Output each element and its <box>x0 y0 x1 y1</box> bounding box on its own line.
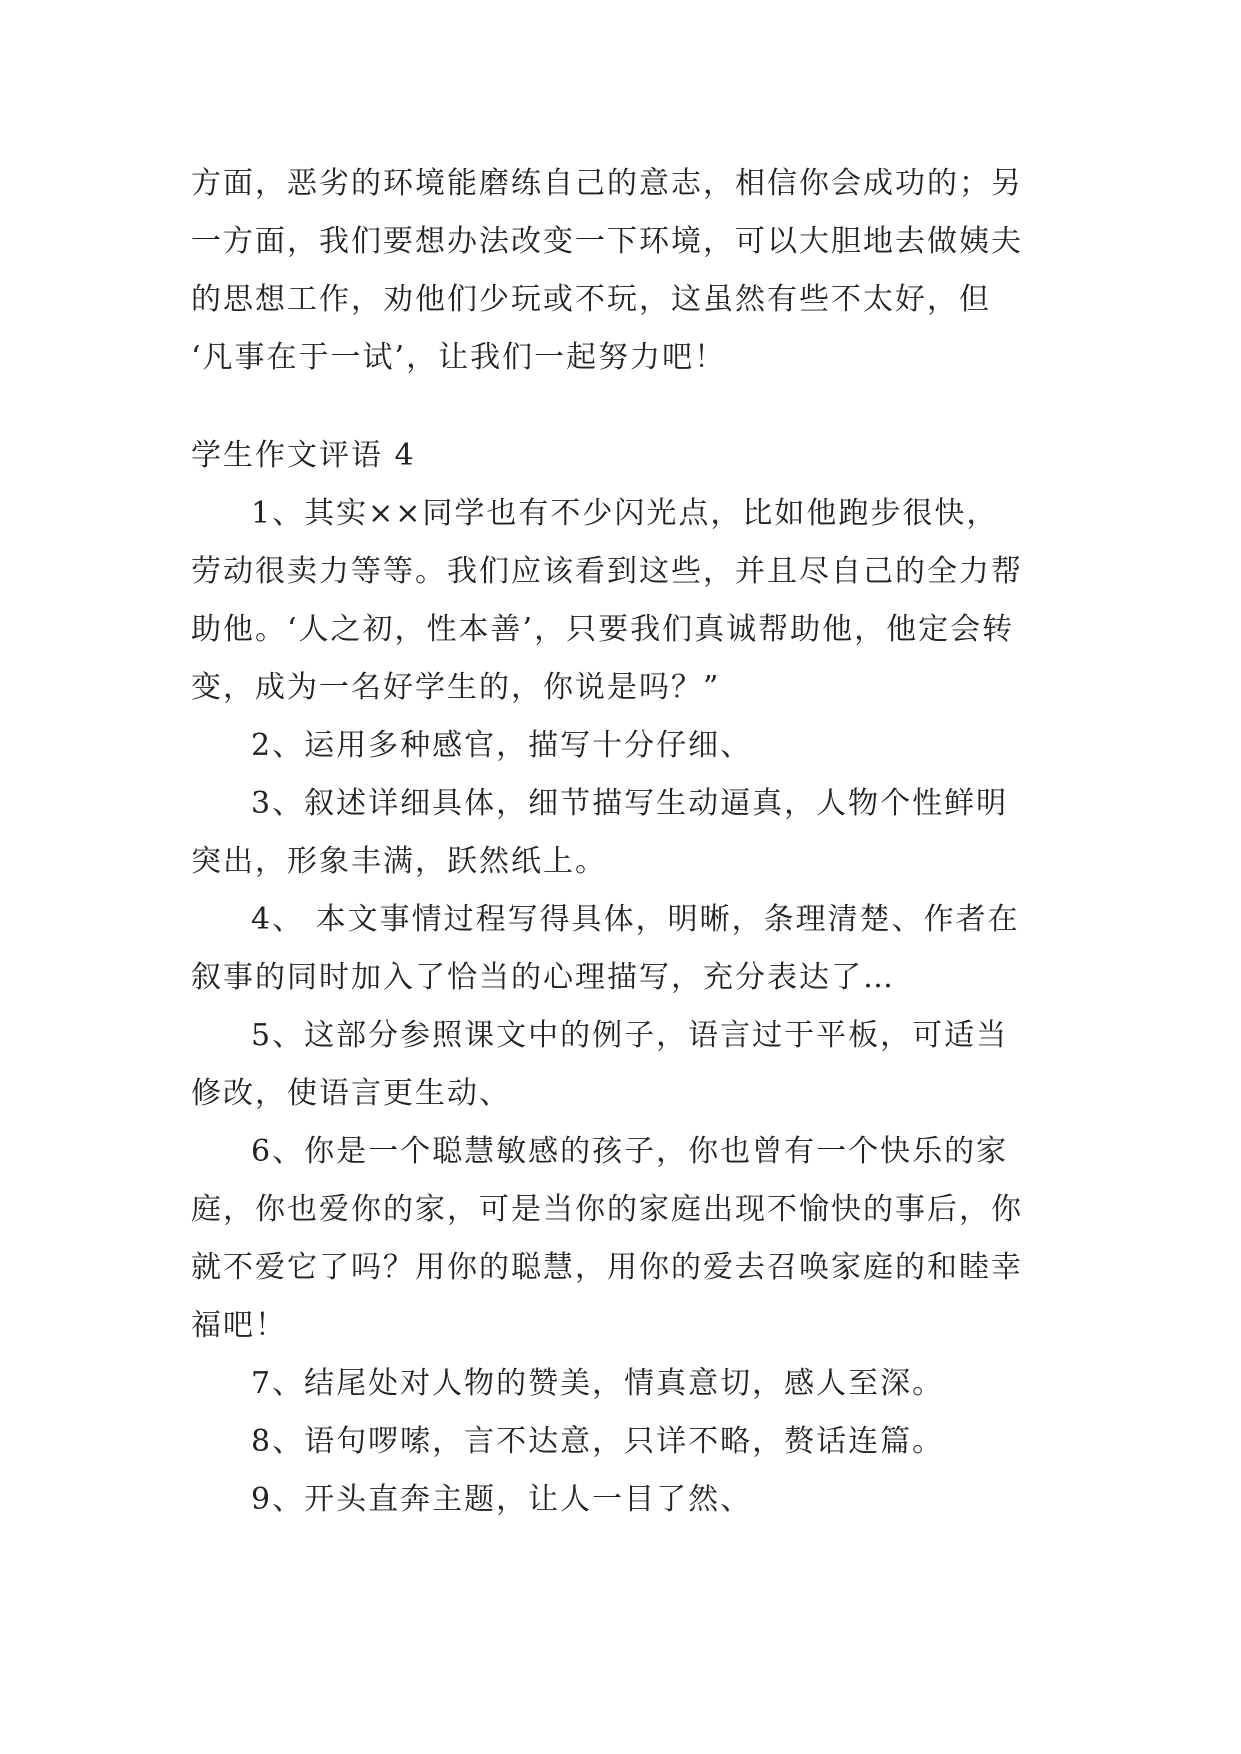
paragraph-line: 9、开头直奔主题，让人一目了然、 <box>251 1482 753 1517</box>
paragraph-line: 一方面，我们要想办法改变一下环境，可以大胆地去做姨夫 <box>191 224 1023 259</box>
paragraph-line: 4、 本文事情过程写得具体，明晰，条理清楚、作者在 <box>251 902 1020 937</box>
paragraph-line: ‘凡事在于一试’，让我们一起努力吧！ <box>191 340 727 375</box>
paragraph-line: 7、结尾处对人物的赞美，情真意切，感人至深。 <box>251 1366 945 1401</box>
paragraph-line: 修改，使语言更生动、 <box>191 1076 511 1111</box>
paragraph-line: 庭，你也爱你的家，可是当你的家庭出现不愉快的事后，你 <box>191 1192 1023 1227</box>
paragraph-line: 5、这部分参照课文中的例子，语言过于平板，可适当 <box>251 1018 1009 1053</box>
paragraph-line: 1、其实××同学也有不少闪光点，比如他跑步很快， <box>251 496 999 531</box>
paragraph-line: 助他。‘人之初，性本善’，只要我们真诚帮助他，他定会转 <box>191 612 1015 647</box>
paragraph-line: 劳动很卖力等等。我们应该看到这些，并且尽自己的全力帮 <box>191 554 1023 589</box>
comment-item-4 <box>191 891 1051 1007</box>
section-heading: 学生作文评语 4 <box>191 438 416 473</box>
comment-item-9 <box>191 1471 1051 1529</box>
paragraph-line: 3、叙述详细具体，细节描写生动逼真，人物个性鲜明 <box>251 786 1009 821</box>
paragraph-line: 突出，形象丰满，跃然纸上。 <box>191 844 607 879</box>
paragraph-line: 福吧！ <box>191 1308 287 1343</box>
paragraph-line: 8、语句啰嗦，言不达意，只详不略，赘话连篇。 <box>251 1424 945 1459</box>
paragraph-line: 6、你是一个聪慧敏感的孩子，你也曾有一个快乐的家 <box>251 1134 1009 1169</box>
document-page <box>191 155 1051 1529</box>
paragraph-line: 变，成为一名好学生的，你说是吗？” <box>191 670 721 705</box>
comment-item-7 <box>191 1355 1051 1413</box>
paragraph-line: 2、运用多种感官，描写十分仔细、 <box>251 728 753 763</box>
comment-item-8 <box>191 1413 1051 1471</box>
comment-item-2 <box>191 717 1051 775</box>
paragraph-line: 的思想工作，劝他们少玩或不玩，这虽然有些不太好，但 <box>191 282 991 317</box>
comment-item-5 <box>191 1007 1051 1123</box>
comment-item-6 <box>191 1123 1051 1355</box>
comment-item-3 <box>191 775 1051 891</box>
paragraph-line: 方面，恶劣的环境能磨练自己的意志，相信你会成功的；另 <box>191 166 1023 201</box>
intro-paragraph <box>191 155 1051 387</box>
paragraph-line: 叙事的同时加入了恰当的心理描写，充分表达了… <box>191 960 895 995</box>
comment-item-1 <box>191 485 1051 717</box>
paragraph-line: 就不爱它了吗？用你的聪慧，用你的爱去召唤家庭的和睦幸 <box>191 1250 1023 1285</box>
